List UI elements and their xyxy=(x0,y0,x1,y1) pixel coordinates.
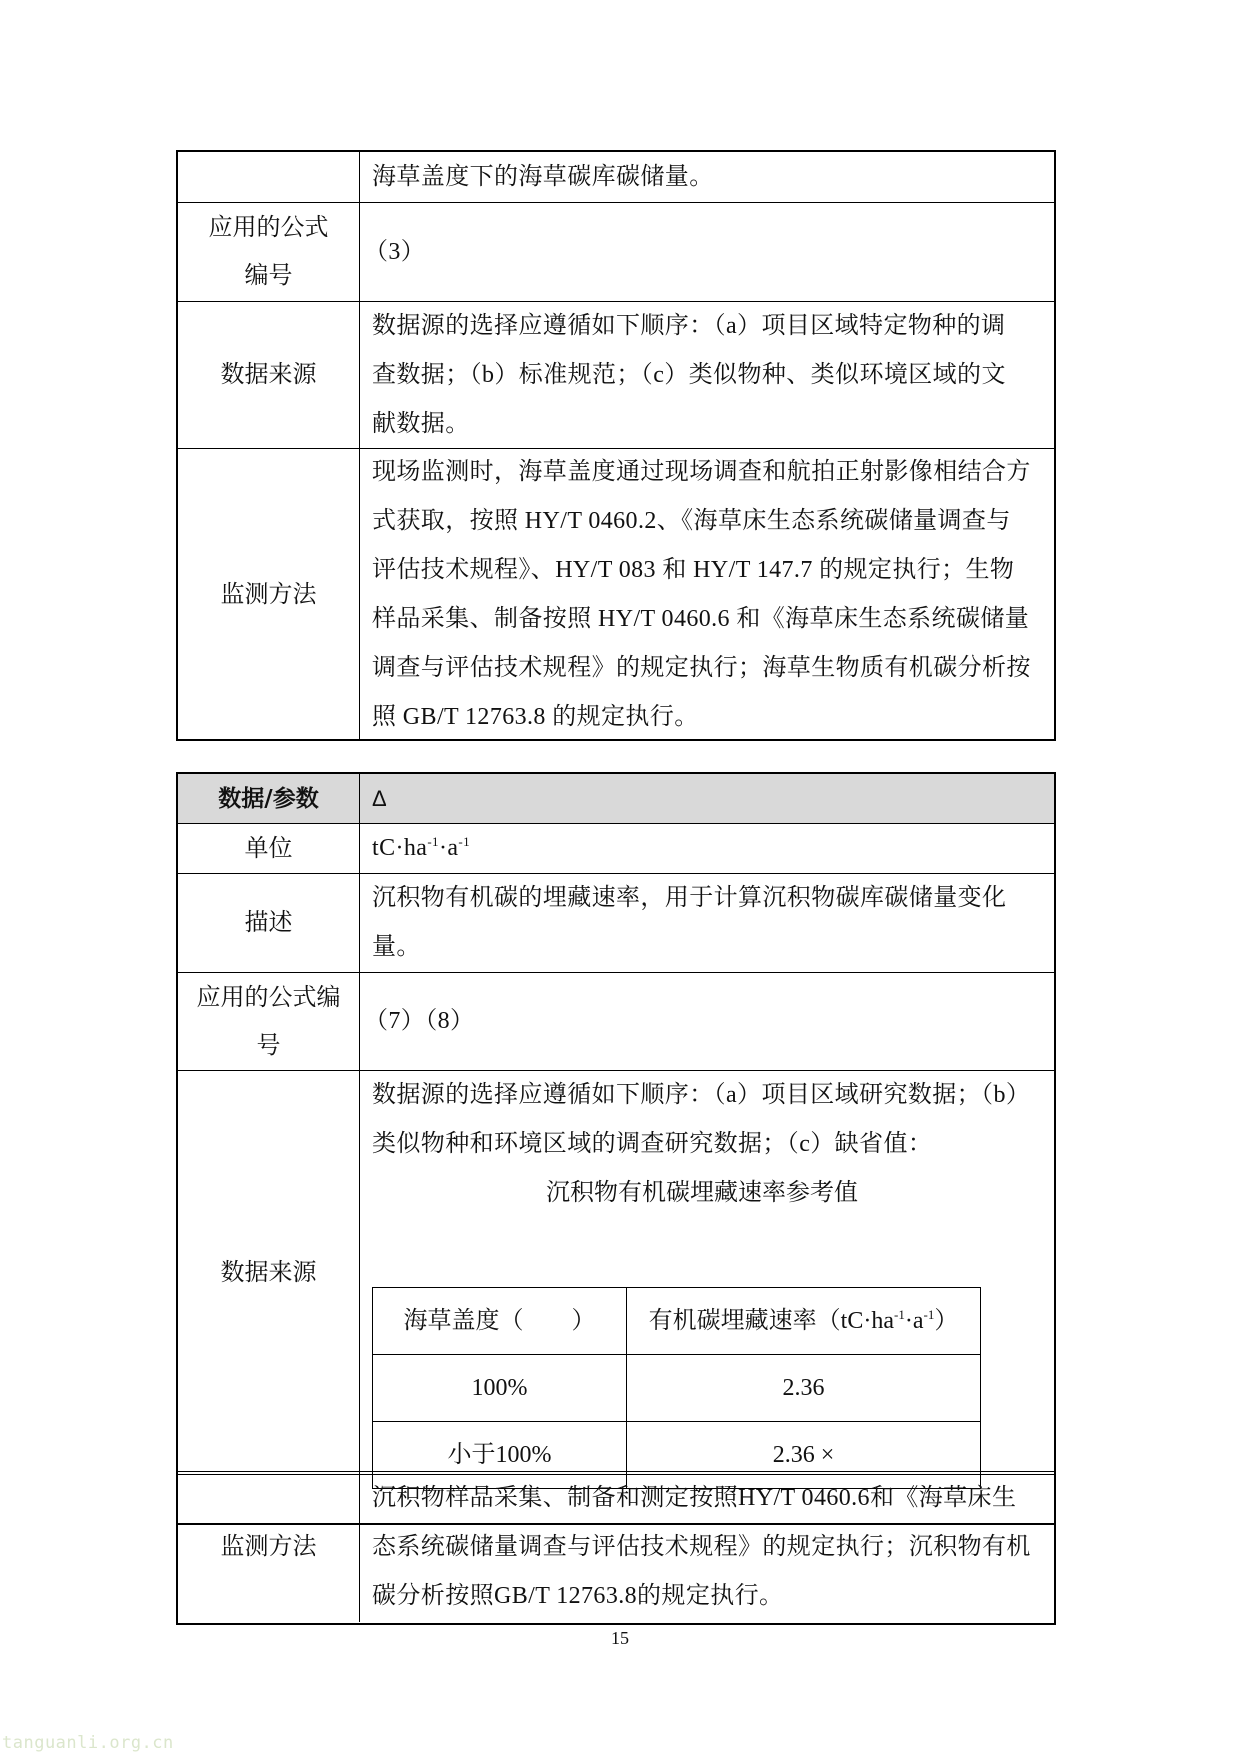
table2-data-source-value: 数据源的选择应遵循如下顺序：（a）项目区域研究数据；（b） 类似物种和环境区域的调查研究数据；（c）缺省值： 沉积物有机碳埋藏速率参考值 海草盖度（ ） 有机碳埋藏速率$(tC\cdot ha^{-1}\cdot a^{-1})$ 100% 2.36 小于100% 2.36 × xyxy=(360,1071,1054,1474)
table1-data-source-label: 数据来源 xyxy=(178,302,360,448)
table1-monitoring-label: 监测方法 xyxy=(178,449,360,741)
reference-header-rate: 有机碳埋藏速率$(tC\cdot ha^{-1}\cdot a^{-1})$ xyxy=(627,1288,981,1355)
table2-row-unit xyxy=(178,823,1054,873)
reference-table-caption: 沉积物有机碳埋藏速率参考值 xyxy=(546,1180,858,1206)
table2-header-label: 数据/参数 xyxy=(178,774,360,823)
table2-description-value: 沉积物有机碳的埋藏速率，用于计算沉积物碳库碳储量变化 量。 xyxy=(372,885,1007,960)
reference-table-row: 小于100% 2.36 × xyxy=(373,1422,981,1489)
table2-row-data-source xyxy=(178,1070,1054,1474)
table2-header-value: Δ xyxy=(372,786,387,811)
table2-data-source-label: 数据来源 xyxy=(178,1071,360,1474)
table2-formula-value: （7）（8） xyxy=(364,1008,475,1034)
table2-unit-label: 单位 xyxy=(178,824,360,873)
parameter-table-2 xyxy=(176,772,1056,1525)
table2-description-label: 描述 xyxy=(178,874,360,972)
table2-unit-value: $tC\cdot ha^{-1}\cdot a^{-1}$ xyxy=(372,834,471,861)
table2-monitoring-block xyxy=(176,1471,1056,1625)
table2-header-row xyxy=(178,774,1054,823)
table1-formula-label: 应用的公式 编号 xyxy=(178,203,360,301)
table1-row-description xyxy=(178,152,1054,202)
table1-row-label xyxy=(178,152,360,202)
reference-table-row: 100% 2.36 xyxy=(373,1355,981,1422)
table2-monitoring-label: 监测方法 xyxy=(178,1472,360,1622)
table2-row-description xyxy=(178,873,1054,972)
table2-row-monitoring-content xyxy=(178,1472,1054,1622)
table1-row-value: 海草盖度下的海草碳库碳储量。 xyxy=(372,163,714,190)
table1-row-formula xyxy=(178,202,1054,301)
reference-value-table xyxy=(372,1287,981,1489)
table1-row-data-source xyxy=(178,301,1054,448)
reference-table-header xyxy=(373,1288,981,1355)
page-number: 15 xyxy=(611,1628,629,1648)
table1-data-source-value: 数据源的选择应遵循如下顺序：（a）项目区域特定物种的调 查数据；（b）标准规范；（c）类似物种、类似环境区域的文 献数据。 xyxy=(372,312,1006,437)
reference-header-coverage: 海草盖度（ ） xyxy=(373,1288,627,1355)
table1-formula-value: （3） xyxy=(364,238,426,265)
table1-monitoring-value: 现场监测时，海草盖度通过现场调查和航拍正射影像相结合方 式获取，按照 HY/T 0460.2、《海草床生态系统碳储量调查与 评估技术规程》、HY/T 083 和 HY/T 147.7 的规定执行；生物 样品采集、制备按照 HY/T 0460.6 和《海草床生态系统碳储量 调查与评估技术规程》的规定执行；海草生物质有机碳分析按 照 GB/T 12763.8 的规定执行。 xyxy=(372,459,1031,730)
table1-row-monitoring xyxy=(178,448,1054,741)
parameter-table-1 xyxy=(176,150,1056,741)
watermark: tanguanli.org.cn xyxy=(2,1733,174,1753)
table2-formula-label: 应用的公式编 号 xyxy=(178,973,360,1070)
table2-monitoring-value: 沉积物样品采集、制备和测定按照HY/T 0460.6和《海草床生 态系统碳储量调查与评估技术规程》的规定执行；沉积物有机 碳分析按照GB/T 12763.8的规定执行。 xyxy=(372,1484,1031,1609)
table2-row-formula xyxy=(178,972,1054,1070)
